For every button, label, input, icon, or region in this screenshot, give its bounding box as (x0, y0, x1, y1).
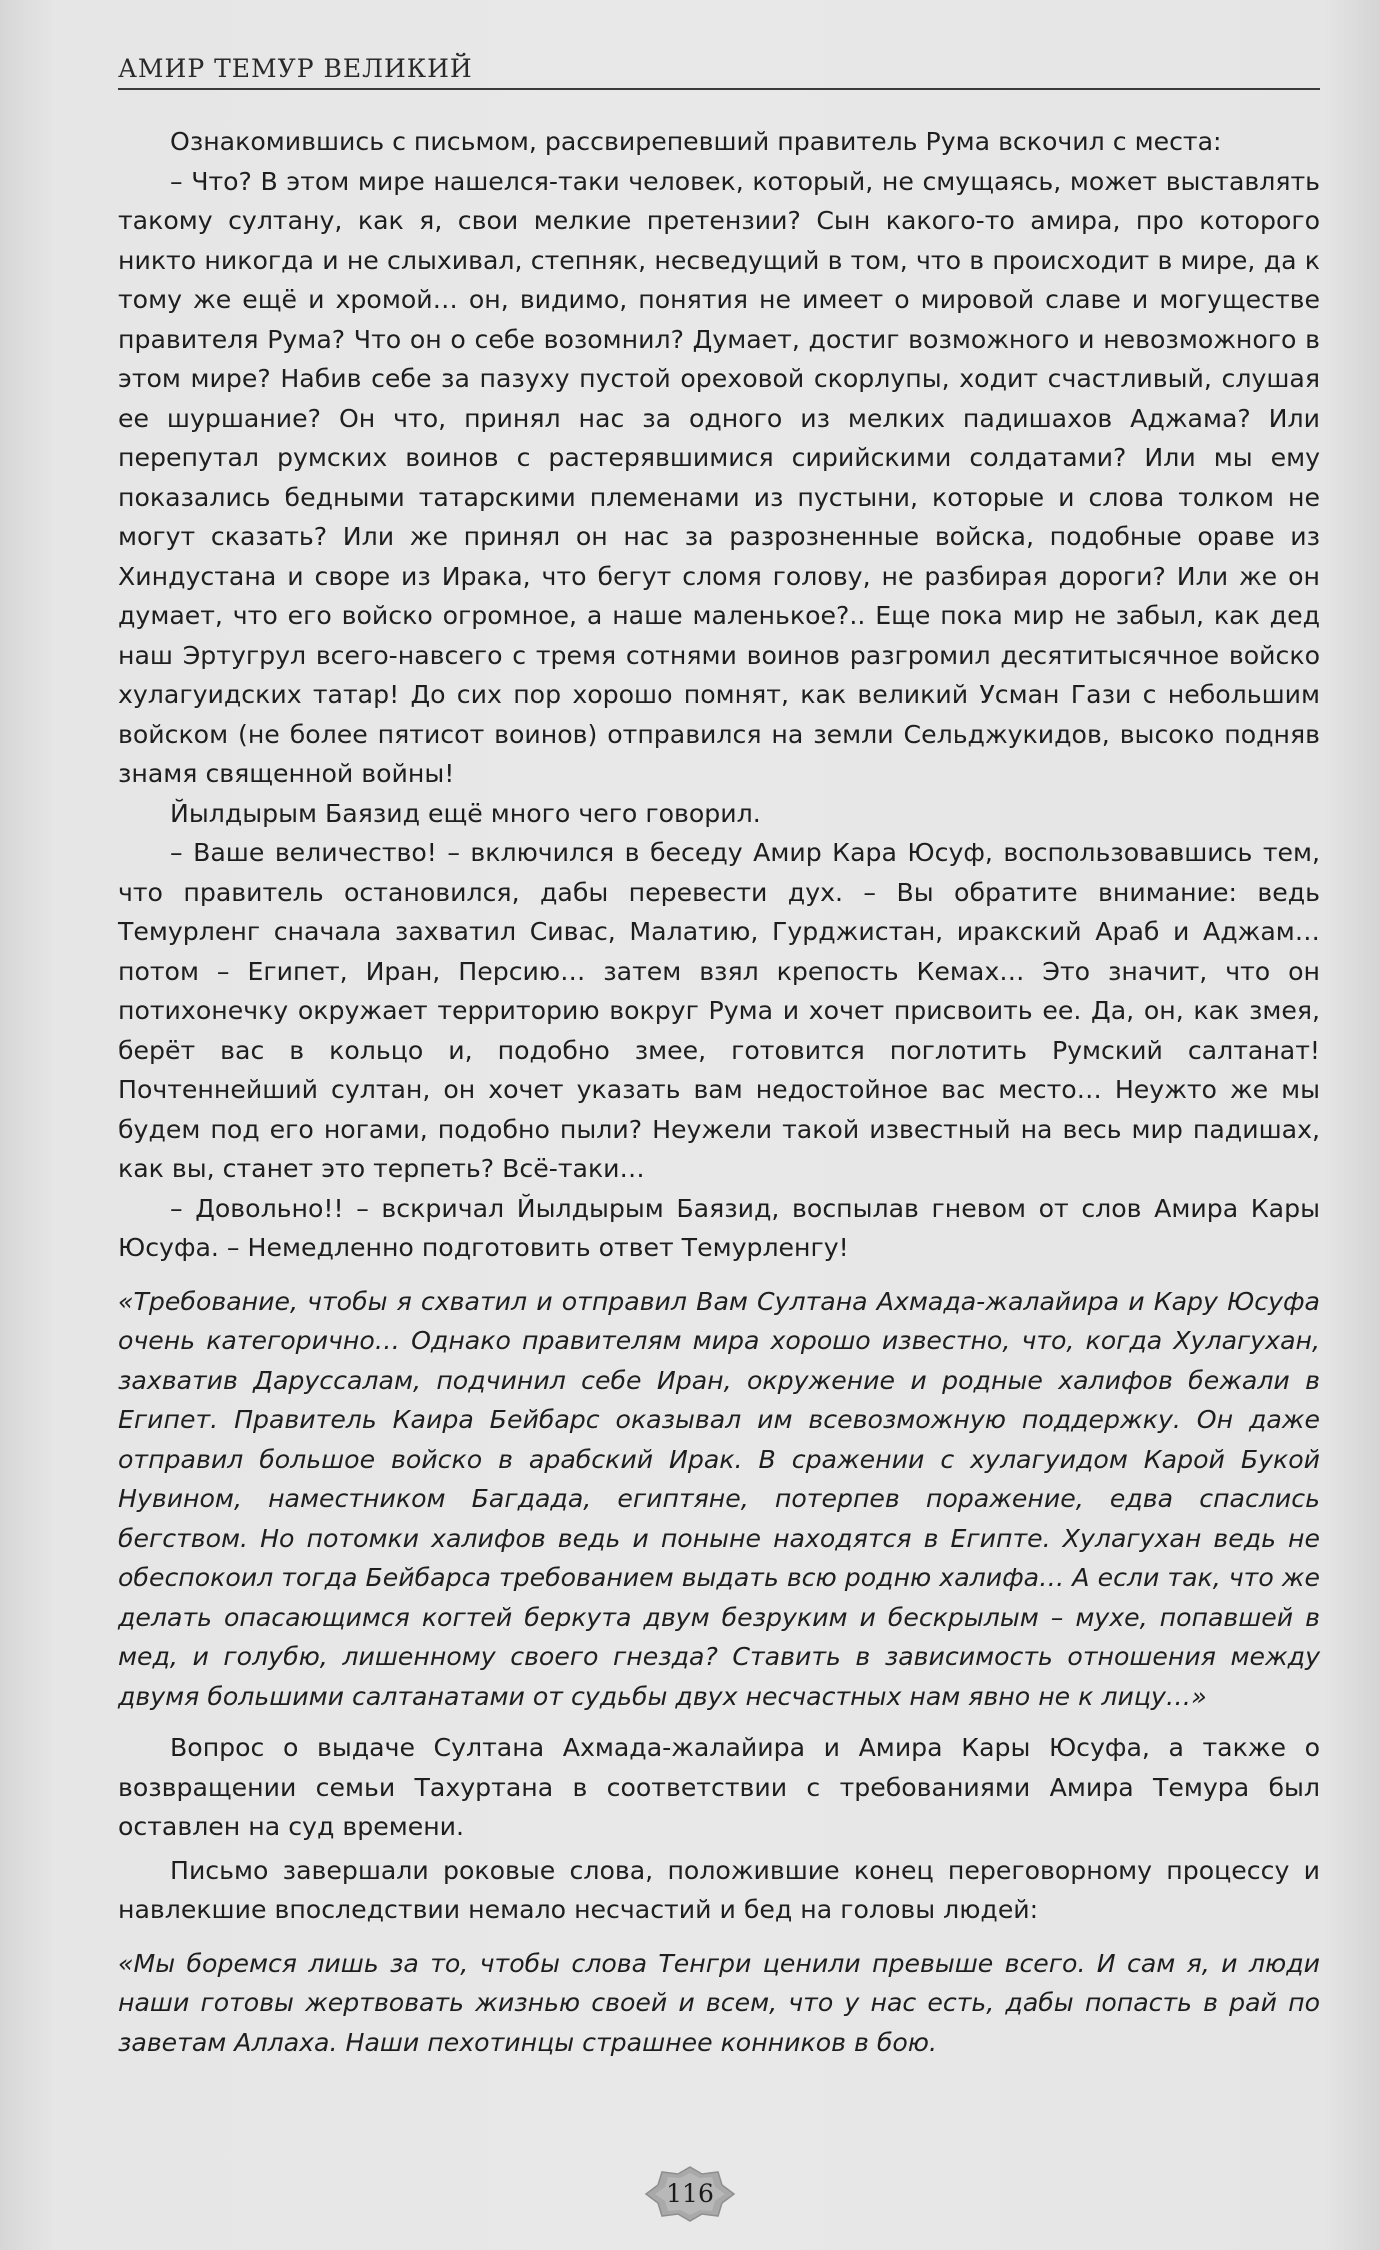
paragraph: – Что? В этом мире нашелся-таки человек, который, не смущаясь, может выставлять такому султану, как я, свои мелкие претензии? Сын какого-то амира, про которого никто никогда и не слыхивал, степняк, несведущий в том, что в происходит в мире, да к тому же ещё и хромой… он, видимо, понятия не имеет о мировой славе и могуществе правителя Рума? Что он о себе возомнил? Думает, достиг возможного и невозможного в этом мире? Набив себе за пазуху пустой ореховой скорлупы, ходит счастливый, слушая ее шуршание? Он что, принял нас за одного из мелких падишахов Аджама? Или перепутал румских воинов с растерявшимися сирийскими солдатами? Или мы ему показались бедными татарскими племенами из пустыни, которые и слова толком не могут сказать? Или же принял он нас за разрозненные войска, подобные ораве из Хиндустана и своре из Ирака, что бегут сломя голову, не разбирая дороги? Или же он думает, что его войско огромное, а наше маленькое?.. Еще пока мир не забыл, как дед наш Эртугрул всего-навсего с тремя сотнями воинов разгромил десятитысячное войско хулагуидских татар! До сих пор хорошо помнят, как великий Усман Гази с небольшим войском (не более пятисот воинов) отправился на земли Сельджукидов, высоко подняв знамя священной войны! (118, 166, 1320, 788)
paragraph: Вопрос о выдаче Султана Ахмада-жалайира и Амира Кары Юсуфа, а также о возвращении семьи Тахуртана в соответствии с требованиями Амира Темура был оставлен на суд времени. (118, 1733, 1320, 1841)
letter-quote: «Требование, чтобы я схватил и отправил Вам Султана Ахмада-жалайира и Кару Юсуфа очень категорично… Однако правителям мира хорошо известно, что, когда Хулагухан, захватив Даруссалам, подчинил себе Иран, окружение и родные халифов бежали в Египет. Правитель Каира Бейбарс оказывал им всевозможную поддержку. Он даже отправил большое войско в арабский Ирак. В сражении с хулагуидом Карой Букой Нувином, наместником Багдада, египтяне, потерпев поражение, едва спаслись бегством. Но потомки халифов ведь и поныне находятся в Египте. Хулагухан ведь не обеспокоил тогда Бейбарса требованием выдать всю родню халифа… А если так, что же делать опасающимся когтей беркута двум безруким и бескрылым – мухе, попавшей в мед, и голубю, лишенному своего гнезда? Ставить в зависимость отношения между двумя большими салтанатами от судьбы двух несчастных нам явно не к лицу…» (118, 1286, 1320, 1711)
running-head: АМИР ТЕМУР ВЕЛИКИЙ (118, 54, 473, 83)
paragraph: Письмо завершали роковые слова, положившие конец переговорному процессу и навлекшие впоследствии немало несчастий и бед на головы людей: (118, 1855, 1320, 1924)
letter-quote: «Мы боремся лишь за то, чтобы слова Тенгри ценили превыше всего. И сам я, и люди наши готовы жертвовать жизнью своей и всем, что у нас есть, дабы попасть в рай по заветам Аллаха. Наши пехотинцы страшнее конников в бою. (118, 1948, 1320, 2057)
paragraph: – Ваше величество! – включился в беседу Амир Кара Юсуф, воспользовавшись тем, что правитель остановился, дабы перевести дух. – Вы обратите внимание: ведь Темурленг сначала захватил Сивас, Малатию, Гурджистан, иракский Араб и Аджам… потом – Египет, Иран, Персию… затем взял крепость Кемах… Это значит, что он потихонечку окружает территорию вокруг Рума и хочет присвоить ее. Да, он, как змея, берёт вас в кольцо и, подобно змее, готовится поглотить Румский салтанат! Почтеннейший султан, он хочет указать вам недостойное вас место… Неужто же мы будем под его ногами, подобно пыли? Неужели такой известный на весь мир падишах, как вы, станет это терпеть? Всё-таки… (118, 838, 1320, 1183)
header-rule (118, 88, 1320, 90)
paragraph: Ознакомившись с письмом, рассвирепевший правитель Рума вскочил с места: (170, 127, 1222, 156)
page-number: 116 (666, 2179, 714, 2208)
paragraph: – Довольно!! – вскричал Йылдырым Баязид, воспылав гневом от слов Амира Кары Юсуфа. – Немедленно подготовить ответ Темурленгу! (118, 1193, 1320, 1262)
paragraph: Йылдырым Баязид ещё много чего говорил. (170, 798, 761, 828)
page-number-badge (644, 2165, 736, 2223)
body-text (118, 122, 1320, 2074)
